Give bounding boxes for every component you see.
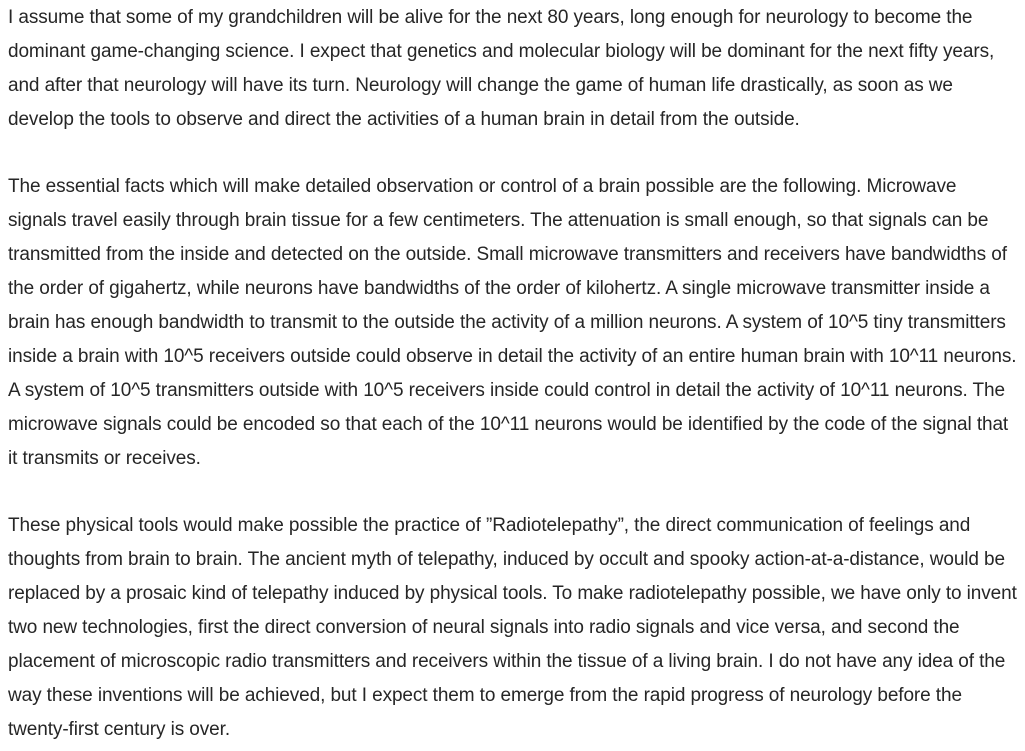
paragraph-radiotelepathy: These physical tools would make possible the practice of ”Radiotelepathy”, the direct communication of feelings and thoughts from brain to brain. The ancient myth of telepathy, induced by occult and spooky action-at-a-distance, would be replaced by a prosaic kind of telepathy induced by physical tools. To make radiotelepathy possible, we have only to invent two new technologies, first the direct conversion of neural signals into radio signals and vice versa, and second the placement of microscopic radio transmitters and receivers within the tissue of a living brain. I do not have any idea of the way these inventions will be achieved, but I expect them to emerge from the rapid progress of neurology before the twenty-first century is over. bbox=[8, 515, 1017, 740]
paragraph-microwave-facts: The essential facts which will make detailed observation or control of a brain possible are the following. Microwave signals travel easily through brain tissue for a few centimeters. The attenuation is small enough, so that signals can be transmitted from the inside and detected on the outside. Small microwave transmitters and receivers have bandwidths of the order of gigahertz, while neurons have bandwidths of the order of kilohertz. A single microwave transmitter inside a brain has enough bandwidth to transmit to the outside the activity of a million neurons. A system of 10^5 tiny transmitters inside a brain with 10^5 receivers outside could observe in detail the activity of an entire human brain with 10^11 neurons. A system of 10^5 transmitters outside with 10^5 receivers inside could control in detail the activity of 10^11 neurons. The microwave signals could be encoded so that each of the 10^11 neurons would be identified by the code of the signal that it transmits or receives. bbox=[8, 176, 1017, 469]
article-body bbox=[0, 1, 1025, 747]
paragraph-neurology-future: I assume that some of my grandchildren will be alive for the next 80 years, long enough for neurology to become the dominant game-changing science. I expect that genetics and molecular biology will be dominant for the next fifty years, and after that neurology will have its turn. Neurology will change the game of human life drastically, as soon as we develop the tools to observe and direct the activities of a human brain in detail from the outside. bbox=[8, 7, 995, 130]
